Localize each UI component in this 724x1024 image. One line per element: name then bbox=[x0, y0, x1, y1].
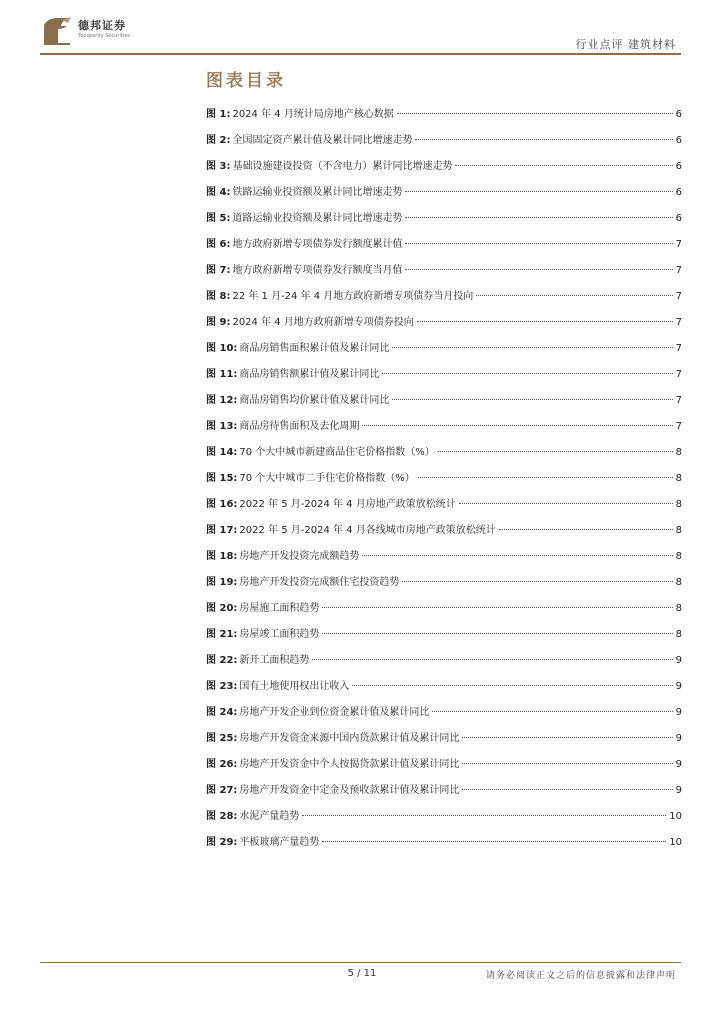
toc-item[interactable] bbox=[206, 209, 682, 235]
toc-item[interactable] bbox=[206, 339, 682, 365]
toc-dot-leader bbox=[438, 451, 673, 452]
toc-item-title: 房地产开发资金中个人按揭贷款累计值及累计同比 bbox=[239, 759, 460, 770]
toc-item[interactable] bbox=[206, 469, 682, 495]
toc-item-title: 水泥产量趋势 bbox=[239, 811, 300, 822]
toc-item-label: 图 19: bbox=[206, 577, 238, 588]
toc-item-title: 房地产开发企业到位资金累计值及累计同比 bbox=[239, 707, 430, 718]
toc-dot-leader bbox=[476, 295, 672, 296]
toc-item-label: 图 20: bbox=[206, 603, 238, 614]
toc-item-label: 图 25: bbox=[206, 733, 238, 744]
toc-item-label: 图 8: bbox=[206, 291, 231, 302]
toc-item-page: 6 bbox=[675, 187, 682, 198]
toc-item-page: 8 bbox=[675, 473, 682, 484]
toc-dot-leader bbox=[322, 607, 672, 608]
toc-item-page: 6 bbox=[675, 135, 682, 146]
toc-item[interactable] bbox=[206, 625, 682, 651]
toc-list bbox=[206, 105, 682, 859]
toc-item-page: 9 bbox=[675, 681, 682, 692]
toc-title: 图表目录 bbox=[206, 71, 286, 91]
page-number: 5 / 11 bbox=[347, 968, 377, 979]
toc-item-title: 2024 年 4 月统计局房地产核心数据 bbox=[232, 109, 394, 120]
toc-item-title: 房地产开发投资完成额趋势 bbox=[239, 551, 360, 562]
page-header bbox=[0, 0, 724, 60]
toc-item-page: 10 bbox=[669, 811, 682, 822]
toc-item-page: 9 bbox=[675, 759, 682, 770]
toc-item-label: 图 3: bbox=[206, 161, 231, 172]
toc-item-label: 图 2: bbox=[206, 135, 231, 146]
toc-dot-leader bbox=[392, 347, 672, 348]
toc-item-label: 图 17: bbox=[206, 525, 238, 536]
toc-item-page: 8 bbox=[675, 447, 682, 458]
toc-dot-leader bbox=[462, 763, 672, 764]
toc-item[interactable] bbox=[206, 261, 682, 287]
header-divider bbox=[40, 53, 681, 55]
toc-item[interactable] bbox=[206, 703, 682, 729]
toc-item-title: 房地产开发资金中定金及预收款累计值及累计同比 bbox=[239, 785, 460, 796]
toc-item-label: 图 7: bbox=[206, 265, 231, 276]
toc-item[interactable] bbox=[206, 651, 682, 677]
toc-item-label: 图 15: bbox=[206, 473, 238, 484]
toc-item-page: 6 bbox=[675, 213, 682, 224]
toc-dot-leader bbox=[418, 477, 673, 478]
toc-item-page: 8 bbox=[675, 525, 682, 536]
footer-disclaimer: 请务必阅读正文之后的信息披露和法律声明 bbox=[485, 971, 676, 981]
toc-item-page: 8 bbox=[675, 577, 682, 588]
toc-dot-leader bbox=[312, 659, 672, 660]
toc-item[interactable] bbox=[206, 365, 682, 391]
toc-item-title: 商品房销售均价累计值及累计同比 bbox=[239, 395, 390, 406]
toc-dot-leader bbox=[405, 243, 672, 244]
toc-item-label: 图 1: bbox=[206, 109, 231, 120]
toc-item-title: 商品房销售额累计值及累计同比 bbox=[239, 369, 380, 380]
toc-item-page: 9 bbox=[675, 785, 682, 796]
toc-item-page: 9 bbox=[675, 707, 682, 718]
toc-dot-leader bbox=[322, 633, 672, 634]
toc-item-label: 图 26: bbox=[206, 759, 238, 770]
toc-item-page: 7 bbox=[675, 369, 682, 380]
toc-item-page: 6 bbox=[675, 161, 682, 172]
toc-item-page: 7 bbox=[675, 239, 682, 250]
toc-item-label: 图 6: bbox=[206, 239, 231, 250]
toc-item-label: 图 24: bbox=[206, 707, 238, 718]
document-category: 行业点评 建筑材料 bbox=[575, 38, 676, 51]
toc-item-label: 图 10: bbox=[206, 343, 238, 354]
toc-item[interactable] bbox=[206, 391, 682, 417]
toc-item-title: 房屋施工面积趋势 bbox=[239, 603, 320, 614]
toc-item[interactable] bbox=[206, 599, 682, 625]
toc-dot-leader bbox=[392, 399, 672, 400]
toc-dot-leader bbox=[397, 113, 673, 114]
toc-dot-leader bbox=[382, 373, 672, 374]
brand-logo bbox=[40, 15, 140, 47]
toc-item[interactable] bbox=[206, 287, 682, 313]
toc-item-title: 商品房销售面积累计值及累计同比 bbox=[239, 343, 390, 354]
toc-item-label: 图 21: bbox=[206, 629, 238, 640]
toc-dot-leader bbox=[415, 139, 672, 140]
toc-item-page: 8 bbox=[675, 629, 682, 640]
toc-item-label: 图 27: bbox=[206, 785, 238, 796]
toc-item-title: 房屋竣工面积趋势 bbox=[239, 629, 320, 640]
toc-item[interactable] bbox=[206, 807, 682, 833]
toc-dot-leader bbox=[417, 321, 673, 322]
toc-item[interactable] bbox=[206, 105, 682, 131]
toc-dot-leader bbox=[462, 789, 672, 790]
toc-dot-leader bbox=[455, 165, 672, 166]
toc-item-title: 2024 年 4 月地方政府新增专项债券投向 bbox=[232, 317, 414, 328]
toc-item-page: 9 bbox=[675, 733, 682, 744]
brand-name-en: Topsperity Securities bbox=[78, 33, 130, 39]
toc-item-title: 2022 年 5 月-2024 年 4 月房地产政策放松统计 bbox=[239, 499, 456, 510]
toc-item-label: 图 11: bbox=[206, 369, 238, 380]
toc-dot-leader bbox=[362, 555, 672, 556]
toc-item-title: 国有土地使用权出让收入 bbox=[239, 681, 350, 692]
toc-item[interactable] bbox=[206, 573, 682, 599]
toc-dot-leader bbox=[405, 191, 672, 192]
toc-item-title: 70 个大中城市二手住宅价格指数（%） bbox=[239, 473, 415, 484]
toc-dot-leader bbox=[322, 841, 666, 842]
toc-item-page: 7 bbox=[675, 343, 682, 354]
toc-item-page: 8 bbox=[675, 551, 682, 562]
toc-item-title: 2022 年 5 月-2024 年 4 月各线城市房地产政策放松统计 bbox=[239, 525, 496, 536]
toc-item[interactable] bbox=[206, 495, 682, 521]
toc-dot-leader bbox=[462, 737, 672, 738]
footer-divider bbox=[40, 962, 681, 963]
toc-item-page: 7 bbox=[675, 421, 682, 432]
toc-item-title: 新开工面积趋势 bbox=[239, 655, 310, 666]
toc-item-page: 7 bbox=[675, 395, 682, 406]
toc-item[interactable] bbox=[206, 729, 682, 755]
toc-item-title: 道路运输业投资额及累计同比增速走势 bbox=[232, 213, 403, 224]
toc-item-title: 铁路运输业投资额及累计同比增速走势 bbox=[232, 187, 403, 198]
toc-item-label: 图 16: bbox=[206, 499, 238, 510]
toc-item-page: 9 bbox=[675, 655, 682, 666]
toc-item-title: 房地产开发投资完成额住宅投资趋势 bbox=[239, 577, 400, 588]
toc-item[interactable] bbox=[206, 781, 682, 807]
toc-item-page: 7 bbox=[675, 317, 682, 328]
toc-item-page: 8 bbox=[675, 603, 682, 614]
toc-dot-leader bbox=[499, 529, 673, 530]
toc-dot-leader bbox=[402, 581, 672, 582]
brand-logo-icon bbox=[40, 15, 74, 47]
brand-name-cn: 德邦证券 bbox=[78, 19, 126, 32]
toc-item-label: 图 4: bbox=[206, 187, 231, 198]
toc-item-page: 6 bbox=[675, 109, 682, 120]
toc-item-label: 图 13: bbox=[206, 421, 238, 432]
toc-dot-leader bbox=[459, 503, 673, 504]
toc-item-label: 图 23: bbox=[206, 681, 238, 692]
toc-item-title: 全国固定资产累计值及累计同比增速走势 bbox=[232, 135, 413, 146]
toc-item-title: 房地产开发资金来源中国内贷款累计值及累计同比 bbox=[239, 733, 460, 744]
toc-item-page: 7 bbox=[675, 265, 682, 276]
toc-dot-leader bbox=[432, 711, 672, 712]
toc-dot-leader bbox=[352, 685, 672, 686]
toc-item-title: 平板玻璃产量趋势 bbox=[239, 837, 320, 848]
toc-item[interactable] bbox=[206, 183, 682, 209]
toc-item-label: 图 18: bbox=[206, 551, 238, 562]
toc-item[interactable] bbox=[206, 157, 682, 183]
toc-item[interactable] bbox=[206, 521, 682, 547]
toc-dot-leader bbox=[405, 269, 672, 270]
toc-item-title: 基础设施建设投资（不含电力）累计同比增速走势 bbox=[232, 161, 453, 172]
toc-item-title: 70 个大中城市新建商品住宅价格指数（%） bbox=[239, 447, 435, 458]
toc-item-title: 地方政府新增专项债券发行额度当月值 bbox=[232, 265, 403, 276]
toc-dot-leader bbox=[302, 815, 666, 816]
toc-dot-leader bbox=[362, 425, 672, 426]
toc-item[interactable] bbox=[206, 313, 682, 339]
toc-item[interactable] bbox=[206, 547, 682, 573]
toc-item[interactable] bbox=[206, 417, 682, 443]
toc-item-label: 图 22: bbox=[206, 655, 238, 666]
toc-item-label: 图 14: bbox=[206, 447, 238, 458]
toc-item[interactable] bbox=[206, 235, 682, 261]
toc-item-label: 图 9: bbox=[206, 317, 231, 328]
toc-item-label: 图 28: bbox=[206, 811, 238, 822]
toc-dot-leader bbox=[405, 217, 672, 218]
toc-item[interactable] bbox=[206, 443, 682, 469]
toc-item[interactable] bbox=[206, 833, 682, 859]
toc-item-title: 地方政府新增专项债券发行额度累计值 bbox=[232, 239, 403, 250]
toc-item-label: 图 5: bbox=[206, 213, 231, 224]
toc-item[interactable] bbox=[206, 677, 682, 703]
toc-item-label: 图 29: bbox=[206, 837, 238, 848]
toc-item-page: 10 bbox=[669, 837, 682, 848]
toc-item[interactable] bbox=[206, 131, 682, 157]
toc-item-page: 7 bbox=[675, 291, 682, 302]
toc-item[interactable] bbox=[206, 755, 682, 781]
toc-item-page: 8 bbox=[675, 499, 682, 510]
toc-item-label: 图 12: bbox=[206, 395, 238, 406]
toc-item-title: 22 年 1 月-24 年 4 月地方政府新增专项债券当月投向 bbox=[232, 291, 474, 302]
toc-item-title: 商品房待售面积及去化周期 bbox=[239, 421, 360, 432]
